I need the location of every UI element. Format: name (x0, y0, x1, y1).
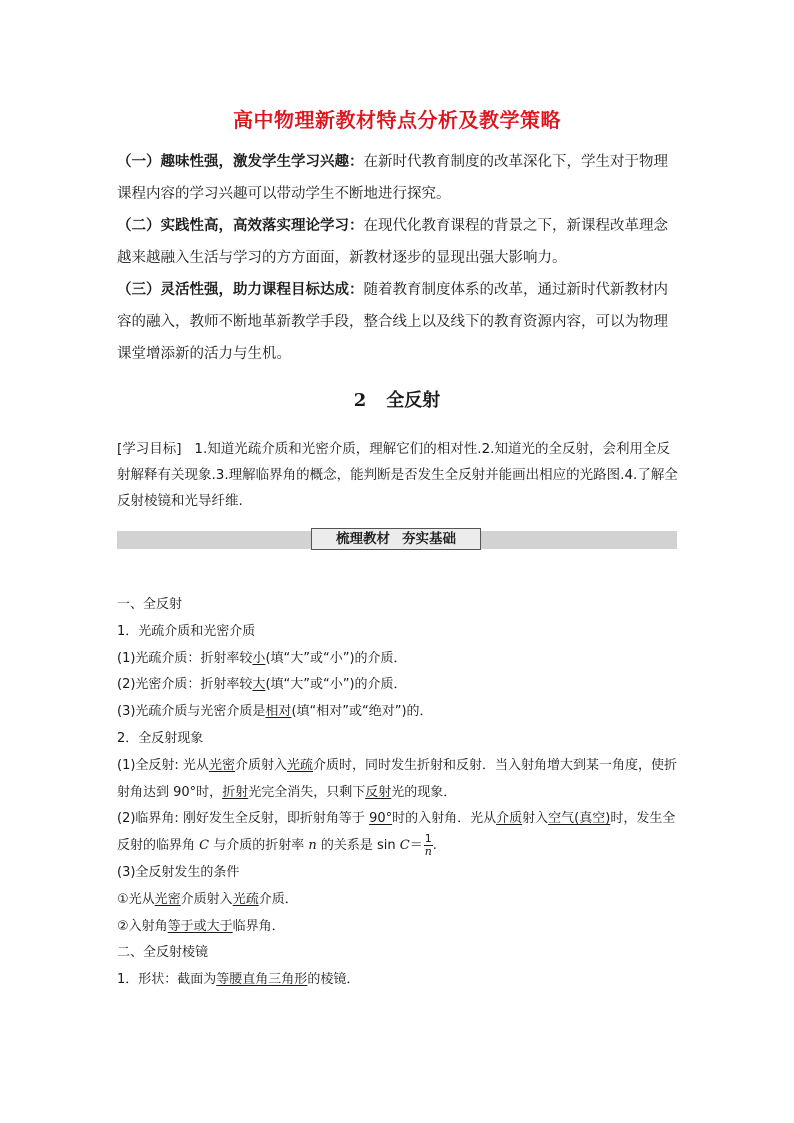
answer-blank: 光疏 (286, 757, 313, 773)
intro-heading: （二）实践性高，高效落实理论学习： (117, 218, 364, 234)
intro-paragraph (117, 210, 679, 274)
subheading-media: 1．光疏介质和光密介质 (117, 623, 256, 639)
lesson-body (117, 592, 683, 994)
learning-goals-label: [学习目标] (117, 441, 182, 457)
section-name: 全反射 (386, 390, 441, 411)
intro-text: 随着教育制度体系的改革，通过新时代新教材内容的融入，教师不断地革新教学手段，整合线上以及线下的教育资源内容，可以为物理课堂增添新的活力与生机。 (117, 282, 668, 362)
intro-text: 在新时代教育制度的改革深化下，学生对于物理课程内容的学习兴趣可以带动学生不断地进行探究。 (117, 154, 668, 202)
answer-blank: 三角形 (268, 972, 308, 988)
answer-blank: 介质 (496, 811, 523, 827)
answer-blank: 90° (369, 811, 393, 827)
intro-heading: （一）趣味性强，激发学生学习兴趣： (117, 154, 364, 170)
banner-right-text: 夯实基础 (402, 531, 456, 547)
fraction-one-over-n: $\frac{1}{n}$ (424, 832, 432, 859)
intro-section (117, 146, 679, 370)
answer-blank: 折射 (222, 784, 249, 800)
section-number: 2 (353, 390, 367, 411)
intro-paragraph (117, 146, 679, 210)
condition-2: ②入射角等于或大于临界角． (117, 918, 285, 934)
item-relativity: (3)光疏介质与光密介质是相对(填“相对”或“绝对”)的． (117, 704, 433, 720)
answer-blank: 光密 (154, 891, 181, 907)
item-optically-thinner: (1)光疏介质：折射率较小(填“大”或“小”)的介质． (117, 650, 407, 666)
answer-blank: 相对 (265, 704, 292, 720)
learning-goals (117, 436, 679, 514)
item-critical-angle: (2)临界角: 刚好发生全反射，即折射角等于 90°时的入射角．光从介质射入空气(真空)时，发生全反射的临界角 C 与介质的折射率 n 的关系是 sin C＝ $\frac{1}{n}$ . (117, 811, 676, 859)
heading-prism: 二、全反射棱镜 (117, 945, 209, 961)
intro-text: 在现代化教育课程的背景之下，新课程改革理念越来越融入生活与学习的方方面面，新教材逐步的显现出强大影响力。 (117, 218, 668, 266)
answer-blank: 光疏 (232, 891, 259, 907)
section-title (0, 386, 794, 412)
item-total-reflection-definition: (1)全反射: 光从光密介质射入光疏介质时，同时发生折射和反射．当入射角增大到某一角度，使折射角达到 90°时，折射光完全消失，只剩下反射光的现象． (117, 757, 677, 800)
item-prism-shape: 1．形状：截面为等腰直角三角形的棱镜． (117, 972, 360, 988)
answer-blank: 空气(真空) (548, 811, 611, 827)
banner-left-text: 梳理教材 (336, 531, 390, 547)
learning-goals-text: 1.知道光疏介质和光密介质，理解它们的相对性.2.知道光的全反射，会利用全反射解释有关现象.3.理解临界角的概念，能判断是否发生全反射并能画出相应的光路图.4.了解全反射棱镜和光导纤维. (117, 441, 678, 509)
heading-total-reflection: 一、全反射 (117, 597, 183, 612)
subheading-phenomenon: 2．全反射现象 (117, 730, 204, 746)
answer-blank: 等腰直角 (216, 972, 269, 988)
answer-blank: 小 (252, 650, 266, 666)
section-banner-label (311, 528, 481, 550)
condition-1: ①光从光密介质射入光疏介质． (117, 891, 298, 907)
answer-blank: 等于或大于 (167, 918, 233, 934)
answer-blank: 光密 (208, 757, 235, 773)
answer-blank: 大 (252, 677, 266, 693)
subheading-conditions: (3)全反射发生的条件 (117, 864, 240, 880)
intro-paragraph (117, 274, 679, 370)
intro-heading: （三）灵活性强，助力课程目标达成： (117, 282, 364, 298)
document-title: 高中物理新教材特点分析及教学策略 (233, 108, 561, 132)
answer-blank: 反射 (365, 784, 392, 800)
item-optically-denser: (2)光密介质：折射率较大(填“大”或“小”)的介质． (117, 677, 407, 693)
